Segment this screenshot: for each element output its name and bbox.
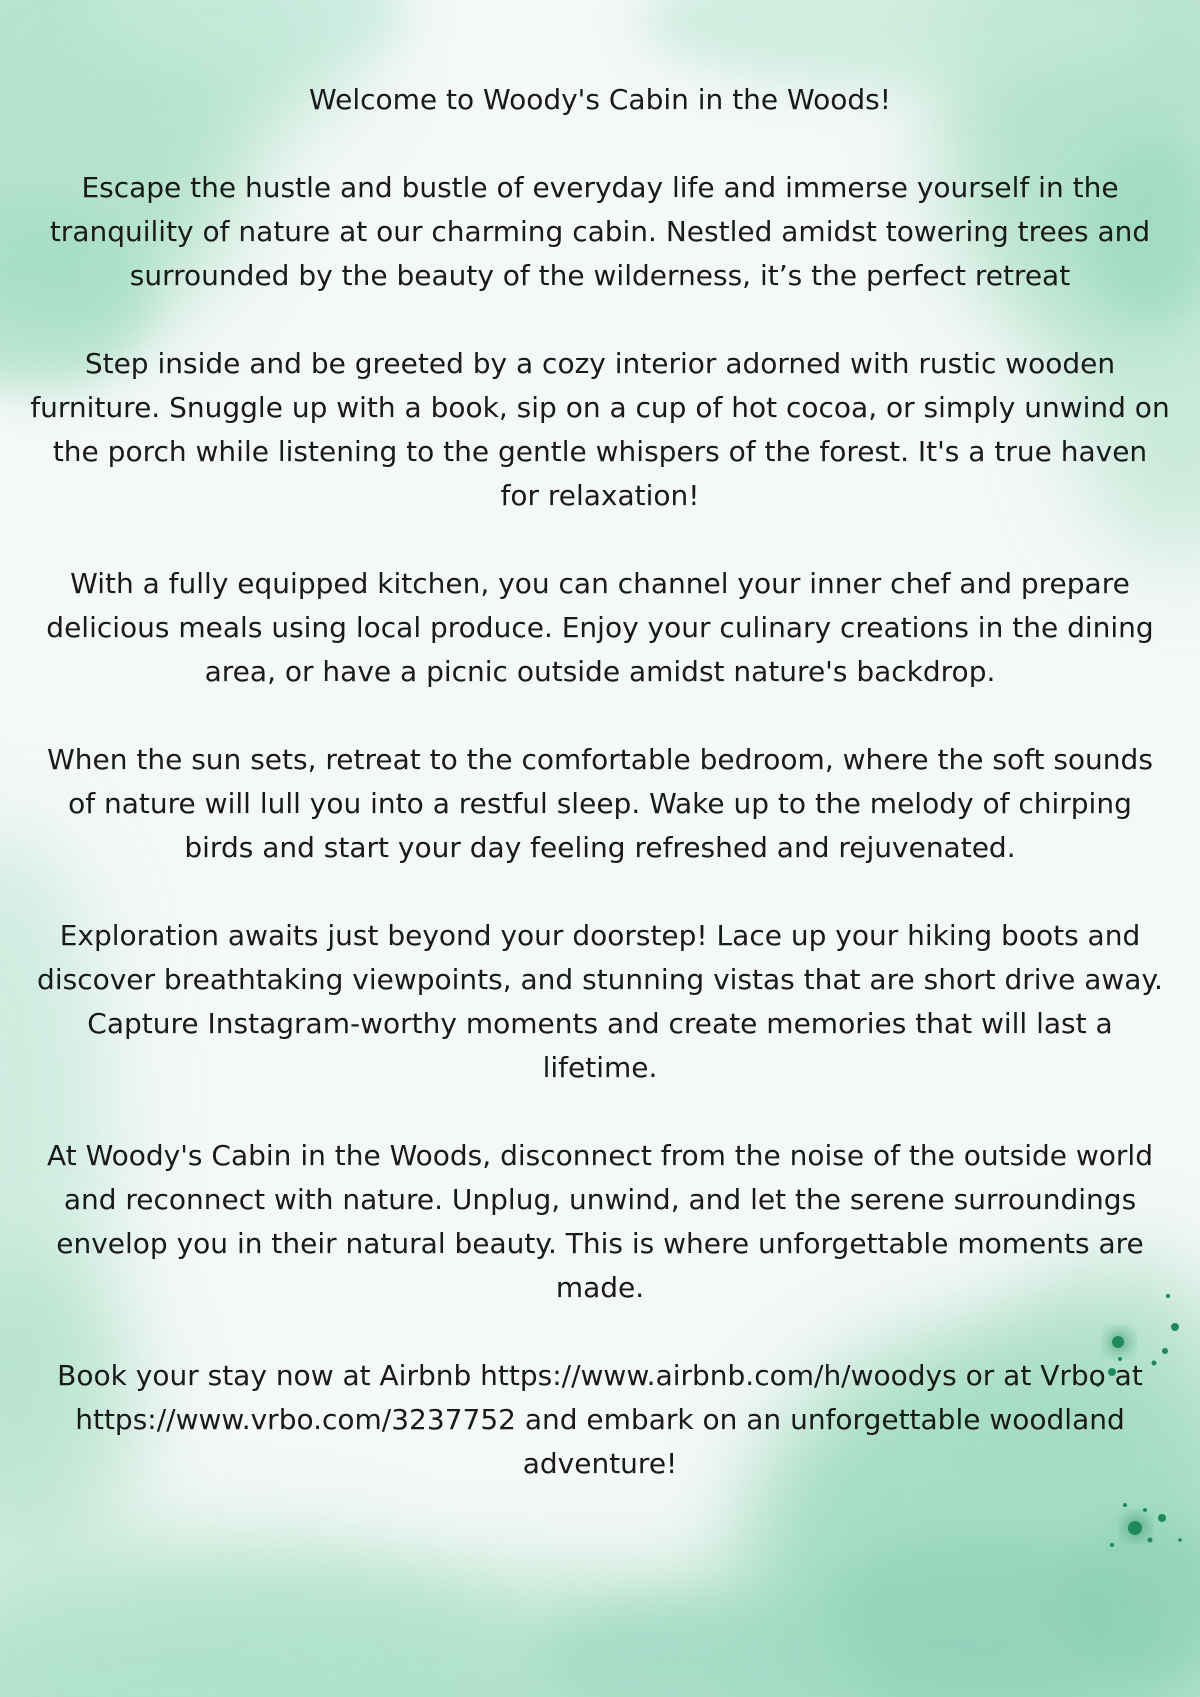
paragraph-kitchen: With a fully equipped kitchen, you can channel your inner chef and prepare delicious meals using local produce. Enjoy your culinary creations in the dining area, or have a picnic outside amidst nature's backdrop. bbox=[46, 567, 1154, 688]
paragraph-intro: Escape the hustle and bustle of everyday life and immerse yourself in the tranquility of nature at our charming cabin. Nestled amidst towering trees and surrounded by the beauty of the wilderness, it’s the perfect retreat bbox=[49, 171, 1151, 292]
paragraph-booking: Book your stay now at Airbnb https://www.airbnb.com/h/woodys or at Vrbo at https://www.vrbo.com/3237752 and embark on an unforgettable woodland adventure! bbox=[57, 1359, 1143, 1480]
paragraph-exploration: Exploration awaits just beyond your doorstep! Lace up your hiking boots and discover breathtaking viewpoints, and stunning vistas that are short drive away. Capture Instagram-worthy moments and create memories that will last a lifetime. bbox=[37, 919, 1163, 1084]
description-text bbox=[30, 78, 1170, 1486]
paragraph-interior: Step inside and be greeted by a cozy interior adorned with rustic wooden furniture. Snuggle up with a book, sip on a cup of hot cocoa, or simply unwind on the porch while listening to the gentle whispers of the forest. It's a true haven for relaxation! bbox=[30, 347, 1170, 512]
page-title: Welcome to Woody's Cabin in the Woods! bbox=[309, 83, 891, 116]
paragraph-disconnect: At Woody's Cabin in the Woods, disconnect from the noise of the outside world and reconnect with nature. Unplug, unwind, and let the serene surroundings envelop you in their natural beauty. This is where unforgettable moments are made. bbox=[47, 1139, 1153, 1304]
paragraph-bedroom: When the sun sets, retreat to the comfortable bedroom, where the soft sounds of nature will lull you into a restful sleep. Wake up to the melody of chirping birds and start your day feeling refreshed and rejuvenated. bbox=[47, 743, 1153, 864]
